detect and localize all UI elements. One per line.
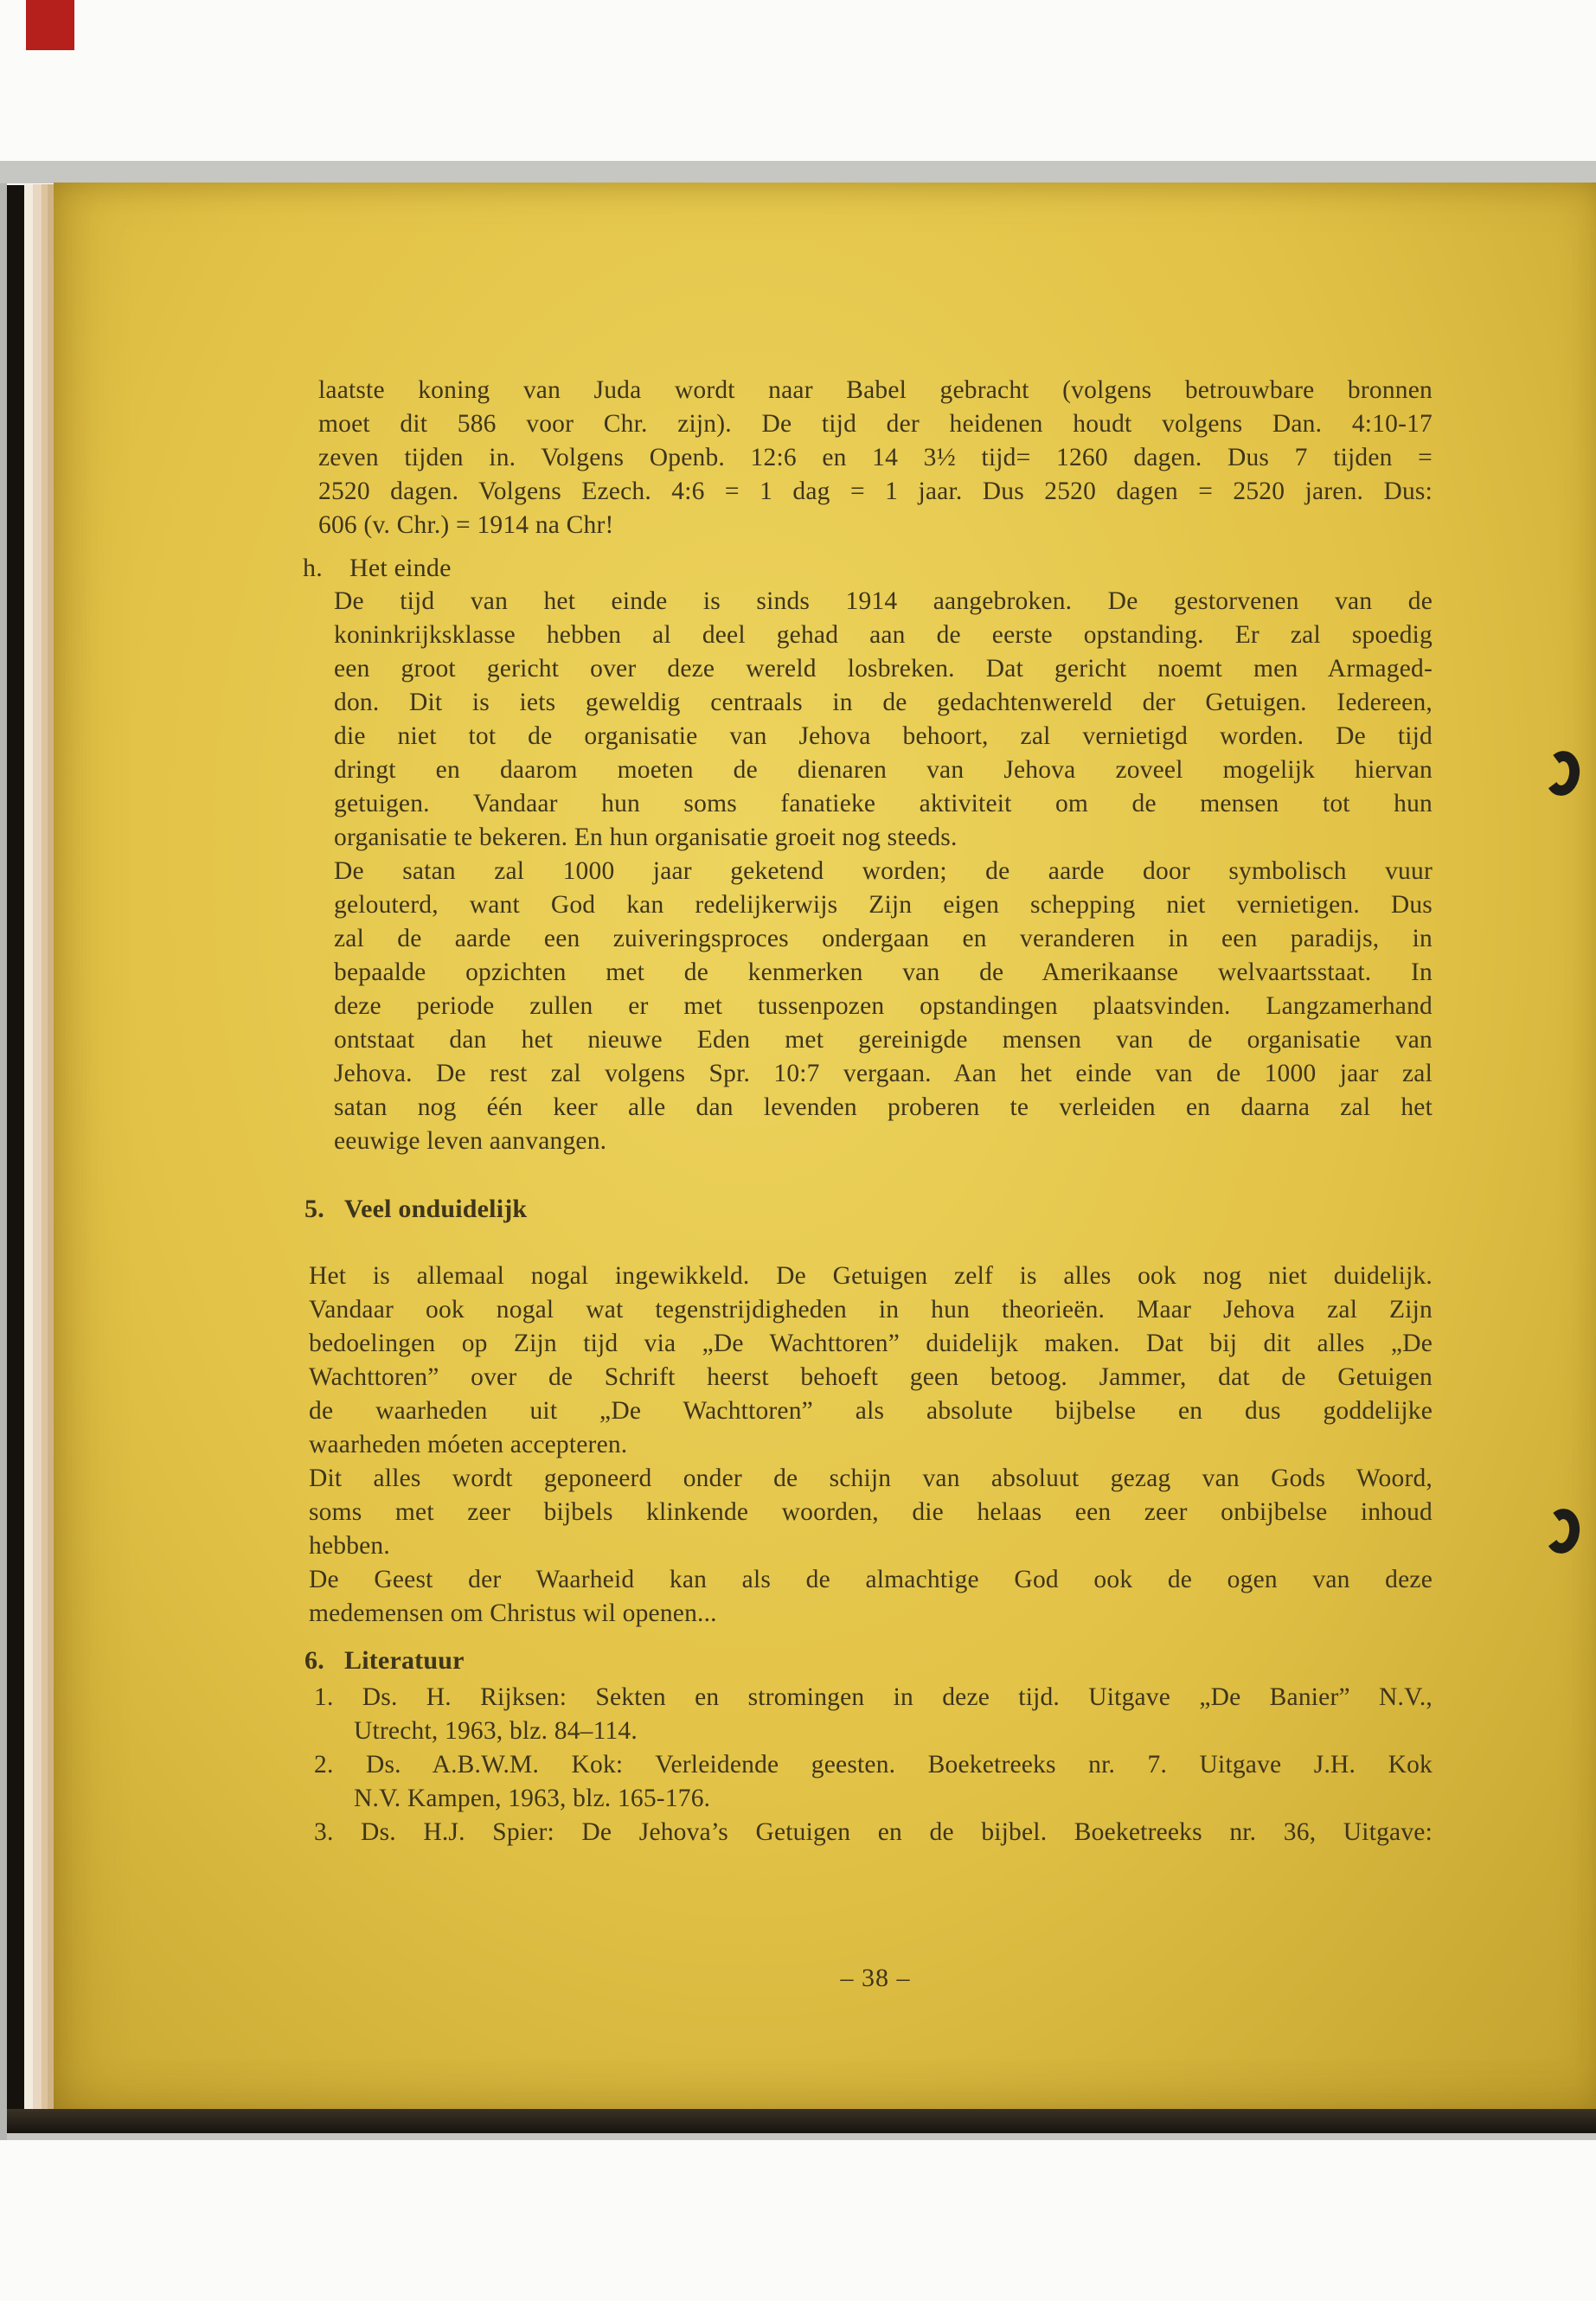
text-line: gelouterd, want God kan redelijkerwijs Zijn eigen schepping niet vernietigen. Dus bbox=[334, 891, 1433, 919]
heading-text: Veel onduidelijk bbox=[344, 1195, 528, 1223]
text-line: soms met zeer bijbels klinkende woorden, die helaas een zeer onbijbelse inhoud bbox=[309, 1498, 1433, 1526]
intro-paragraph bbox=[318, 374, 1433, 542]
text-line: deze periode zullen er met tussenpozen opstandingen plaatsvinden. Langzamerhand bbox=[334, 992, 1433, 1020]
text-line: ontstaat dan het nieuwe Eden met gereinigde mensen van de organisatie van bbox=[334, 1026, 1433, 1054]
text-line: bepaalde opzichten met de kenmerken van de Amerikaanse welvaartsstaat. In bbox=[334, 958, 1433, 986]
book-bottom-edge bbox=[7, 2109, 1596, 2133]
text-line: 606 (v. Chr.) = 1914 na Chr! bbox=[318, 511, 614, 539]
text-line: 3. Ds. H.J. Spier: De Jehova’s Getuigen en de bijbel. Boeketreeks nr. 36, Uitgave: bbox=[314, 1818, 1433, 1846]
photo-left-edge bbox=[0, 183, 7, 2140]
text-line: organisatie te bekeren. En hun organisatie groeit nog steeds. bbox=[334, 824, 958, 851]
text-line: koninkrijksklasse hebben al deel gehad aan de eerste opstanding. Er zal spoedig bbox=[334, 621, 1433, 649]
text-line: De tijd van het einde is sinds 1914 aangebroken. De gestorvenen van de bbox=[334, 587, 1433, 615]
text-line: Vandaar ook nogal wat tegenstrijdigheden in hun theorieën. Maar Jehova zal Zijn bbox=[309, 1296, 1433, 1324]
heading-label: h. bbox=[303, 554, 323, 582]
text-line: Dit alles wordt geponeerd onder de schijn van absoluut gezag van Gods Woord, bbox=[309, 1465, 1433, 1492]
text-line: don. Dit is iets geweldig centraals in de gedachtenwereld der Getuigen. Iedereen, bbox=[334, 689, 1433, 716]
text-line: laatste koning van Juda wordt naar Babel gebracht (volgens betrouwbare bronnen bbox=[318, 376, 1433, 404]
red-mark-artifact bbox=[26, 0, 74, 50]
text-line: N.V. Kampen, 1963, blz. 165-176. bbox=[354, 1785, 711, 1812]
text-line: 2. Ds. A.B.W.M. Kok: Verleidende geesten. Boeketreeks nr. 7. Uitgave J.H. Kok bbox=[314, 1751, 1433, 1779]
text-line: satan nog één keer alle dan levenden proberen te verleiden en daarna zal het bbox=[334, 1093, 1433, 1121]
heading-text: Literatuur bbox=[344, 1646, 465, 1675]
heading-literatuur bbox=[304, 1644, 465, 1677]
text-line: Het is allemaal nogal ingewikkeld. De Getuigen zelf is alles ook nog niet duidelijk. bbox=[309, 1262, 1433, 1290]
text-line: 2520 dagen. Volgens Ezech. 4:6 = 1 dag = 1 jaar. Dus 2520 dagen = 2520 jaren. Dus: bbox=[318, 478, 1433, 505]
heading-text: Het einde bbox=[349, 554, 452, 582]
page-edge-stack bbox=[24, 184, 54, 2113]
text-line: getuigen. Vandaar hun soms fanatieke aktiviteit om de mensen tot hun bbox=[334, 790, 1433, 817]
text-line: De Geest der Waarheid kan als de almachtige God ook de ogen van deze bbox=[309, 1566, 1433, 1593]
text-line: hebben. bbox=[309, 1532, 390, 1560]
text-line: Jehova. De rest zal volgens Spr. 10:7 vergaan. Aan het einde van de 1000 jaar zal bbox=[334, 1060, 1433, 1087]
text-line: zeven tijden in. Volgens Openb. 12:6 en 14 3½ tijd= 1260 dagen. Dus 7 tijden = bbox=[318, 444, 1433, 471]
text-line: die niet tot de organisatie van Jehova behoort, zal vernietigd worden. De tijd bbox=[334, 722, 1433, 750]
photo-bottom-edge bbox=[7, 2133, 1596, 2140]
text-line: de waarheden uit „De Wachttoren” als absolute bijbelse en dus goddelijke bbox=[309, 1397, 1433, 1425]
text-line: De satan zal 1000 jaar geketend worden; de aarde door symbolisch vuur bbox=[334, 857, 1433, 885]
literature-list bbox=[314, 1681, 1433, 1849]
book-spine-edge bbox=[7, 185, 24, 2116]
text-line: moet dit 586 voor Chr. zijn). De tijd der heidenen houdt volgens Dan. 4:10-17 bbox=[318, 410, 1433, 438]
text-line: 1. Ds. H. Rijksen: Sekten en stromingen in deze tijd. Uitgave „De Banier” N.V., bbox=[314, 1683, 1433, 1711]
page-number: – 38 – bbox=[840, 1964, 911, 1992]
text-line: zal de aarde een zuiveringsproces ondergaan en veranderen in een paradijs, in bbox=[334, 925, 1433, 952]
scanner-gap-band bbox=[0, 161, 1596, 183]
het-einde-paragraph bbox=[334, 585, 1433, 1158]
veel-onduidelijk-paragraph bbox=[309, 1259, 1433, 1631]
text-line: eeuwige leven aanvangen. bbox=[334, 1127, 607, 1155]
text-line: een groot gericht over deze wereld losbreken. Dat gericht noemt men Armaged- bbox=[334, 655, 1433, 683]
text-line: medemensen om Christus wil openen... bbox=[309, 1599, 717, 1627]
heading-label: 6. bbox=[304, 1646, 324, 1675]
text-line: waarheden móeten accepteren. bbox=[309, 1431, 628, 1458]
heading-veel-onduidelijk bbox=[304, 1192, 527, 1226]
text-line: dringt en daarom moeten de dienaren van Jehova zoveel mogelijk hiervan bbox=[334, 756, 1433, 784]
text-line: Wachttoren” over de Schrift heerst behoeft geen betoog. Jammer, dat de Getuigen bbox=[309, 1363, 1433, 1391]
text-line: bedoelingen op Zijn tijd via „De Wachttoren” duidelijk maken. Dat bij dit alles „De bbox=[309, 1330, 1433, 1357]
heading-label: 5. bbox=[304, 1195, 324, 1223]
text-line: Utrecht, 1963, blz. 84–114. bbox=[354, 1717, 638, 1745]
heading-het-einde bbox=[303, 551, 452, 585]
